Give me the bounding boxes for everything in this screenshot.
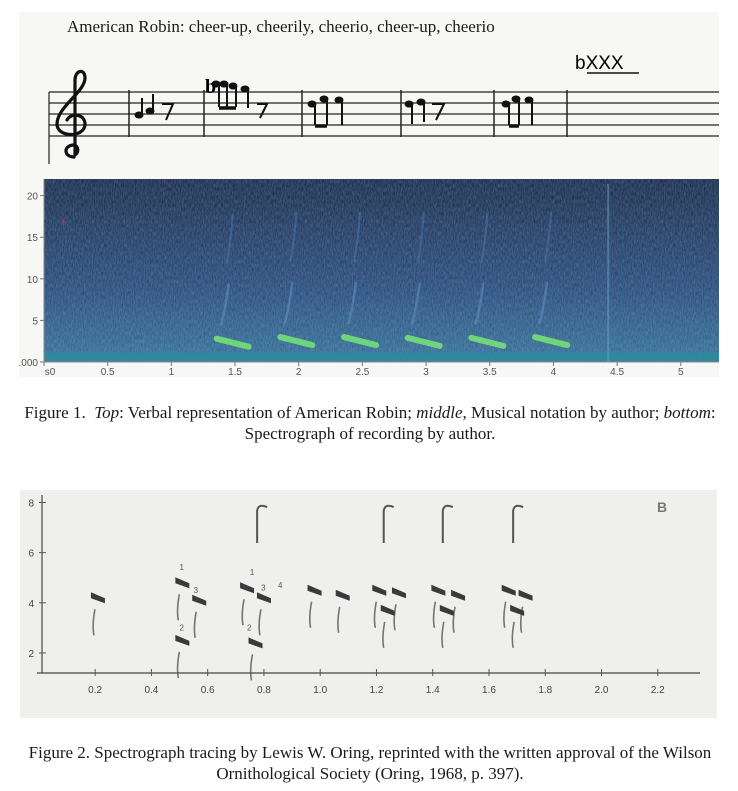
tracing-mark-6: [248, 637, 262, 648]
tracing-stroke-15: [504, 602, 506, 628]
tracing-stroke-3: [178, 652, 180, 678]
caption-part-2: , Musical notation by author;: [462, 403, 664, 422]
caption-part-1: : Verbal representation of American Robin;: [119, 403, 417, 422]
upper-hook-3: [513, 506, 523, 543]
f2-y-tick-label-2: 4: [28, 598, 34, 610]
tracing-stroke-9: [374, 602, 376, 628]
x-tick-label-10: 5: [678, 367, 684, 377]
caption-em-top: Top: [94, 403, 120, 422]
figure-1-caption: [20, 402, 720, 444]
tracing-y-ticks: [28, 499, 46, 660]
caption-em-middle: middle: [416, 403, 463, 422]
y-tick-label-0: 20: [26, 191, 38, 203]
note-label-1: 2: [179, 623, 184, 633]
upper-hook-2: [443, 506, 453, 543]
f2-x-tick-label-8: 1.8: [538, 685, 553, 696]
y-tick-label-4: .000: [19, 358, 38, 369]
tracing-mark-16: [519, 590, 533, 601]
tracing-mark-13: [451, 590, 465, 601]
x-tick-label-8: 4: [550, 367, 557, 377]
tracing-stroke-6: [251, 654, 253, 680]
tracing-mark-17: [510, 605, 524, 616]
tracing-stroke-11: [383, 622, 385, 648]
tracing-mark-11: [381, 605, 395, 616]
notation-mark: bXXX: [575, 53, 624, 74]
f2-y-tick-label-0: 8: [28, 498, 34, 510]
note-label-6: 4: [278, 580, 283, 590]
note-label-0: 1: [179, 563, 184, 573]
note-label-3: 1: [249, 568, 255, 578]
figure-1: [19, 12, 719, 377]
tracing-mark-2: [192, 595, 206, 606]
x-tick-label-1: 0.5: [100, 367, 115, 377]
tracing-mark-10: [392, 587, 406, 598]
x-tick-label-5: 2.5: [355, 367, 370, 377]
f2-x-tick-label-2: 0.6: [200, 685, 215, 696]
tracing-mark-14: [440, 605, 454, 616]
upper-hook-0: [257, 506, 267, 543]
tracing-mark-3: [175, 635, 189, 646]
spectrogram-x-ticks: [44, 362, 684, 377]
x-tick-label-3: 1.5: [228, 367, 242, 377]
tracing-stroke-8: [338, 607, 340, 633]
f2-x-tick-label-10: 2.2: [650, 685, 665, 696]
tracing-mark-9: [372, 585, 386, 596]
tracing-mark-7: [308, 585, 322, 596]
figure-2-caption: Figure 2. Spectrograph tracing by Lewis W. Oring, reprinted with the written approval of the Wilson Ornithological Society (Oring, 1968, p. 397).: [28, 743, 712, 783]
x-tick-label-4: 2: [295, 367, 302, 377]
figure-2: [20, 490, 717, 718]
verbal-representation-title: American Robin: cheer-up, cheerily, cheerio, cheer-up, cheerio: [67, 17, 495, 36]
y-tick-label-1: 15: [26, 233, 38, 245]
spectrogram-y-ticks: [19, 192, 44, 369]
caption-part-3: : Spectrograph of recording by author.: [244, 403, 716, 443]
tracing-mark-4: [240, 582, 254, 593]
f2-x-tick-label-0: 0.2: [88, 685, 103, 696]
tracing-stroke-13: [453, 607, 455, 633]
tracing-stroke-12: [434, 602, 436, 628]
spectrogram-1: [19, 12, 719, 377]
tracing-marks: [91, 506, 533, 681]
tracing-stroke-0: [93, 609, 95, 635]
f2-x-tick-label-6: 1.4: [425, 685, 440, 696]
x-tick-label-6: 3: [423, 367, 429, 377]
y-tick-label-3: 5: [32, 316, 38, 328]
tracing-stroke-5: [259, 609, 261, 635]
panel-label: B: [657, 499, 668, 515]
f2-x-tick-label-1: 0.4: [144, 685, 159, 696]
tracing-stroke-2: [194, 612, 196, 638]
f2-x-tick-label-3: 0.8: [256, 685, 271, 696]
tracing-stroke-1: [178, 594, 180, 620]
caption-label: Figure 1.: [24, 403, 86, 422]
tracing-mark-15: [502, 585, 516, 596]
base-band: [44, 352, 719, 362]
x-tick-label-7: 3.5: [482, 367, 497, 377]
red-cursor-mark: +: [60, 215, 68, 229]
f2-x-tick-label-7: 1.6: [482, 685, 496, 696]
x-tick-label-2: 1: [168, 367, 175, 377]
tracing-mark-8: [336, 590, 350, 601]
spectrograph-tracing: [20, 490, 717, 718]
spectrogram-noise: [44, 179, 719, 362]
tracing-stroke-17: [512, 622, 514, 648]
caption-em-bottom: bottom: [663, 403, 711, 422]
tracing-mark-1: [175, 577, 189, 588]
f2-y-tick-label-1: 6: [28, 548, 34, 560]
tracing-stroke-10: [394, 604, 396, 630]
note-label-5: 3: [261, 583, 266, 593]
note-label-4: 2: [247, 623, 252, 633]
tracing-mark-0: [91, 592, 105, 603]
tracing-stroke-14: [442, 622, 444, 648]
tracing-stroke-4: [242, 599, 244, 625]
tracing-mark-12: [431, 585, 445, 596]
tracing-stroke-7: [310, 602, 312, 628]
f2-x-tick-label-4: 1.0: [313, 685, 328, 696]
x-tick-label-9: 4.5: [610, 367, 625, 377]
f2-x-tick-label-5: 1.2: [369, 685, 384, 696]
note-label-2: 3: [193, 585, 199, 595]
f2-y-tick-label-3: 2: [28, 648, 34, 660]
flat-sign: b: [205, 76, 217, 98]
f2-x-tick-label-9: 2.0: [594, 685, 609, 696]
x-tick-label-0: s0: [44, 367, 56, 377]
tracing-mark-5: [257, 592, 271, 603]
upper-hook-1: [384, 506, 394, 543]
y-tick-label-2: 10: [26, 274, 38, 286]
